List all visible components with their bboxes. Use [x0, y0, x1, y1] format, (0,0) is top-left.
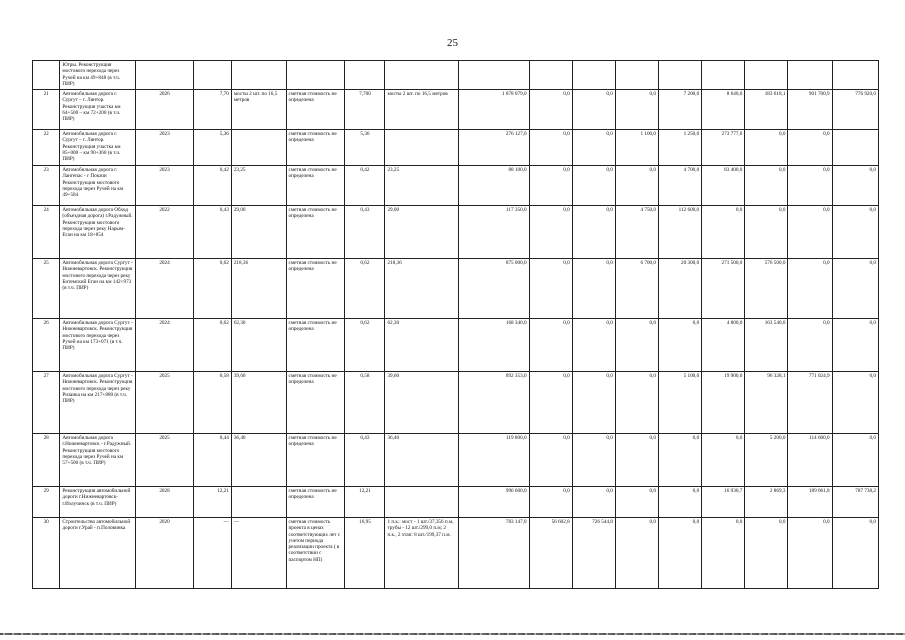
cell-c: 0,0: [615, 166, 658, 206]
cell-cost: сметная стоимость не определена: [286, 259, 345, 319]
cell-d: 5 100,0: [659, 372, 702, 434]
cell-e: 8 640,0: [702, 90, 745, 130]
cell-a: 0,0: [529, 206, 572, 259]
cell-d: 112 600,0: [659, 206, 702, 259]
cell-b: 0,0: [572, 487, 615, 518]
cell-cost: сметная стоимость не определена: [286, 130, 345, 166]
cell-e: 273 777,0: [702, 130, 745, 166]
cell-d: 1 250,0: [659, 130, 702, 166]
cell-cost: сметная стоимость не определена: [286, 166, 345, 206]
cell-e: 19 900,0: [702, 372, 745, 434]
cell-year: 2025: [136, 372, 194, 434]
cell-f: 0,0: [745, 206, 788, 259]
cell-h: 0,0: [832, 372, 878, 434]
cell-g: 189 061,8: [788, 487, 832, 518]
cell-d: 0,0: [659, 319, 702, 372]
cell-c: 0,0: [615, 518, 658, 589]
cell-year: 2026: [136, 90, 194, 130]
cell-d: [659, 61, 702, 90]
cell-c: 0,0: [615, 434, 658, 487]
table-row: [33, 487, 879, 518]
cell-power: 62,30: [231, 319, 286, 372]
cell-h: 787 738,2: [832, 487, 878, 518]
cell-total: [459, 61, 530, 90]
table-row: [33, 130, 879, 166]
cell-f: 2 869,3: [745, 487, 788, 518]
cell-f: 576 500,0: [745, 259, 788, 319]
cell-power: [231, 61, 286, 90]
cell-n: [33, 61, 60, 90]
cell-b: 726 544,8: [572, 518, 615, 589]
cell-power2: [385, 61, 459, 90]
cell-b: 0,0: [572, 259, 615, 319]
cell-year: 2025: [136, 434, 194, 487]
cell-a: 0,0: [529, 166, 572, 206]
cell-name: Автомобильная дорога г.Нижневартовск - г.Радужный. Реконструкция мостового перехода через Ручей на км 57+500 (в т.ч. ПИР): [60, 434, 136, 487]
cell-year: 2023: [136, 130, 194, 166]
cell-n: 21: [33, 90, 60, 130]
cell-total: 996 600,0: [459, 487, 530, 518]
cell-e: 16 930,7: [702, 487, 745, 518]
cell-b: 0,0: [572, 206, 615, 259]
cell-e: 0,0: [702, 518, 745, 589]
cell-c: 0,0: [615, 487, 658, 518]
cell-len2: 0,43: [345, 206, 385, 259]
cell-name: Реконструкция автомобильной дороги г.Нижневартовск-г.Излучинск (в т.ч. ПИР): [60, 487, 136, 518]
cell-total: 117 350,0: [459, 206, 530, 259]
cell-n: 24: [33, 206, 60, 259]
cell-d: 7 200,0: [659, 90, 702, 130]
cell-len2: 0,42: [345, 166, 385, 206]
cell-total: 892 353,0: [459, 372, 530, 434]
cell-g: 0,0: [788, 206, 832, 259]
cell-power: 218,36: [231, 259, 286, 319]
table-row: [33, 372, 879, 434]
cell-name: Строительство автомобильной дороги г.Урай - п.Половинка: [60, 518, 136, 589]
cell-total: 276 127,0: [459, 130, 530, 166]
cell-a: 0,0: [529, 90, 572, 130]
cell-d: 20 300,0: [659, 259, 702, 319]
cell-f: 96 328,1: [745, 372, 788, 434]
cell-power: мосты 2 шт. по 16,5 метров: [231, 90, 286, 130]
cell-h: 0,0: [832, 434, 878, 487]
cell-a: 0,0: [529, 434, 572, 487]
cell-cost: сметная стоимость не определена: [286, 206, 345, 259]
table-row: [33, 61, 879, 90]
cell-name: Автомобильная дорога г. Сургут – г. Лянтор. Реконструкция участка км 64+500 – км 72+200 (в т.ч. ПИР): [60, 90, 136, 130]
cell-power: 36,40: [231, 434, 286, 487]
cell-g: 0,0: [788, 166, 832, 206]
cell-n: 30: [33, 518, 60, 589]
table-row: [33, 434, 879, 487]
cell-len: 0,44: [193, 434, 231, 487]
cell-c: [615, 61, 658, 90]
cell-e: 0,0: [702, 434, 745, 487]
cell-len2: 16,95: [345, 518, 385, 589]
cell-total: 119 800,0: [459, 434, 530, 487]
cell-len: 0,43: [193, 206, 231, 259]
cell-e: 83 400,0: [702, 166, 745, 206]
cell-total: 168 340,0: [459, 319, 530, 372]
cell-cost: сметная стоимость не определена: [286, 487, 345, 518]
cell-year: 2028: [136, 487, 194, 518]
cell-len2: 0,58: [345, 372, 385, 434]
cell-d: 4 700,0: [659, 166, 702, 206]
cell-cost: сметная стоимость проекта в ценах соответствующих лет с учетом периода реализации проекта ( в соответствии с паспортом НП): [286, 518, 345, 589]
cell-name: Автомобильная дорога Обход (объездная дорога) г.Радужный. Реконструкция мостового перехода через реку Нарым-Еган на км 18+854: [60, 206, 136, 259]
cell-a: 0,0: [529, 487, 572, 518]
cell-e: 4 800,0: [702, 319, 745, 372]
cell-len: 0,58: [193, 372, 231, 434]
cell-b: 0,0: [572, 434, 615, 487]
table-row: [33, 206, 879, 259]
cell-d: 0,0: [659, 434, 702, 487]
cell-b: 0,0: [572, 130, 615, 166]
cell-b: 0,0: [572, 90, 615, 130]
cell-c: 1 100,0: [615, 130, 658, 166]
cell-a: 0,0: [529, 372, 572, 434]
cell-power2: 218,36: [385, 259, 459, 319]
cell-power2: [385, 130, 459, 166]
cell-e: 0,0: [702, 206, 745, 259]
cell-power2: [385, 487, 459, 518]
cell-h: 0,0: [832, 319, 878, 372]
cell-total: 875 000,0: [459, 259, 530, 319]
cell-name: Автомобильная дорога Сургут - Нижневартовск. Реконструкция мостового перехода через реку Ризанка на км 217+880 (в т.ч. ПИР): [60, 372, 136, 434]
cell-year: 2023: [136, 166, 194, 206]
cell-len2: 0,62: [345, 319, 385, 372]
cell-len: 0,62: [193, 259, 231, 319]
cell-power2: мосты 2 шт. по 16,5 метров: [385, 90, 459, 130]
cell-n: 25: [33, 259, 60, 319]
cell-g: 0,0: [788, 319, 832, 372]
cell-g: 114 600,0: [788, 434, 832, 487]
cell-power2: 1 п.к.: мост - 1 шт./37,356 п.м, трубы - 12 шт./299,0 п.м; 2 п.к., 2 этап: 8 шт./199,37 п.м.: [385, 518, 459, 589]
cell-power2: 29,00: [385, 206, 459, 259]
cell-a: 0,0: [529, 259, 572, 319]
cell-cost: сметная стоимость не определена: [286, 434, 345, 487]
cell-power: —: [231, 518, 286, 589]
cell-e: [702, 61, 745, 90]
cell-cost: сметная стоимость не определена: [286, 319, 345, 372]
cell-n: 26: [33, 319, 60, 372]
cell-len2: 7,700: [345, 90, 385, 130]
cell-c: 0,0: [615, 319, 658, 372]
cell-name: Автомобильная дорога Сургут - Нижневартовск. Реконструкция мостового перехода через Ручей на км 173+071 (в т.ч. ПИР): [60, 319, 136, 372]
cell-d: 0,0: [659, 518, 702, 589]
cell-e: 271 500,0: [702, 259, 745, 319]
cell-h: 0,0: [832, 259, 878, 319]
cell-power: 29,00: [231, 206, 286, 259]
cell-len: 0,42: [193, 166, 231, 206]
cell-power: 23,25: [231, 166, 286, 206]
cell-g: 0,0: [788, 130, 832, 166]
cell-name: Автомобильная дорога г. Сургут – г. Лянтор. Реконструкция участка км 85+000 – км 90+360 (в т.ч. ПИР): [60, 130, 136, 166]
cell-g: 901 700,9: [788, 90, 832, 130]
cell-f: 0,0: [745, 130, 788, 166]
cell-h: [832, 130, 878, 166]
cell-len2: 5,36: [345, 130, 385, 166]
cell-n: 23: [33, 166, 60, 206]
cell-year: 2024: [136, 319, 194, 372]
cell-len2: 12,21: [345, 487, 385, 518]
cell-f: [745, 61, 788, 90]
cell-n: 27: [33, 372, 60, 434]
cell-f: 5 200,0: [745, 434, 788, 487]
table-row: [33, 259, 879, 319]
cell-c: 6 700,0: [615, 259, 658, 319]
cell-n: 28: [33, 434, 60, 487]
cell-f: 0,0: [745, 518, 788, 589]
cell-power: [231, 130, 286, 166]
cell-total: 783 147,0: [459, 518, 530, 589]
cell-f: 183 618,1: [745, 90, 788, 130]
cell-cost: [286, 61, 345, 90]
cell-g: 0,0: [788, 518, 832, 589]
cell-cost: сметная стоимость не определена: [286, 372, 345, 434]
cell-g: [788, 61, 832, 90]
cell-power2: 23,25: [385, 166, 459, 206]
cell-name: Автомобильная дорога Сургут - Нижневартовск. Реконструкция мостового перехода через реку Битемский Еган на км 142+973 (в т.ч. ПИР): [60, 259, 136, 319]
cell-len: [193, 61, 231, 90]
cell-name: Югры. Реконструкция мостового перехода через Ручей на км 49+848 (в т.ч. ПИР): [60, 61, 136, 90]
cell-b: [572, 61, 615, 90]
cell-year: 2024: [136, 259, 194, 319]
cell-b: 0,0: [572, 166, 615, 206]
cell-h: [832, 61, 878, 90]
investment-projects-table: [32, 60, 879, 589]
cell-total: 88 100,0: [459, 166, 530, 206]
cell-n: 29: [33, 487, 60, 518]
cell-cost: сметная стоимость не определена: [286, 90, 345, 130]
cell-len2: 0,62: [345, 259, 385, 319]
table-row: [33, 319, 879, 372]
cell-power: 39,60: [231, 372, 286, 434]
cell-f: 0,0: [745, 166, 788, 206]
page-number: 25: [447, 37, 458, 49]
cell-len: 12,21: [193, 487, 231, 518]
cell-len: 0,62: [193, 319, 231, 372]
cell-n: 22: [33, 130, 60, 166]
cell-b: 0,0: [572, 319, 615, 372]
scan-edge-line: [0, 633, 905, 635]
cell-h: 776 920,0: [832, 90, 878, 130]
cell-len: —: [193, 518, 231, 589]
cell-h: 0,0: [832, 206, 878, 259]
cell-name: Автомобильная дорога г. Лангепас - г Покачи Реконструкция мостового перехода через Ручей на км 49+584: [60, 166, 136, 206]
table-row: [33, 518, 879, 589]
cell-year: 2020: [136, 518, 194, 589]
cell-b: 0,0: [572, 372, 615, 434]
cell-power2: 36,40: [385, 434, 459, 487]
cell-c: 4 750,0: [615, 206, 658, 259]
cell-len2: [345, 61, 385, 90]
cell-h: 0,0: [832, 518, 878, 589]
cell-a: [529, 61, 572, 90]
table-row: [33, 90, 879, 130]
cell-len: 5,36: [193, 130, 231, 166]
cell-g: 0,0: [788, 259, 832, 319]
cell-a: 0,0: [529, 319, 572, 372]
cell-a: 56 602,8: [529, 518, 572, 589]
cell-f: 163 540,0: [745, 319, 788, 372]
cell-total: 1 878 079,0: [459, 90, 530, 130]
cell-year: [136, 61, 194, 90]
cell-c: 0,0: [615, 372, 658, 434]
table-row: [33, 166, 879, 206]
cell-power2: 39,60: [385, 372, 459, 434]
cell-h: 0,0: [832, 166, 878, 206]
cell-d: 0,0: [659, 487, 702, 518]
cell-g: 771 024,9: [788, 372, 832, 434]
cell-len2: 0,43: [345, 434, 385, 487]
cell-c: 0,0: [615, 90, 658, 130]
cell-power: [231, 487, 286, 518]
cell-year: 2022: [136, 206, 194, 259]
cell-a: 0,0: [529, 130, 572, 166]
cell-power2: 62,30: [385, 319, 459, 372]
cell-len: 7,70: [193, 90, 231, 130]
